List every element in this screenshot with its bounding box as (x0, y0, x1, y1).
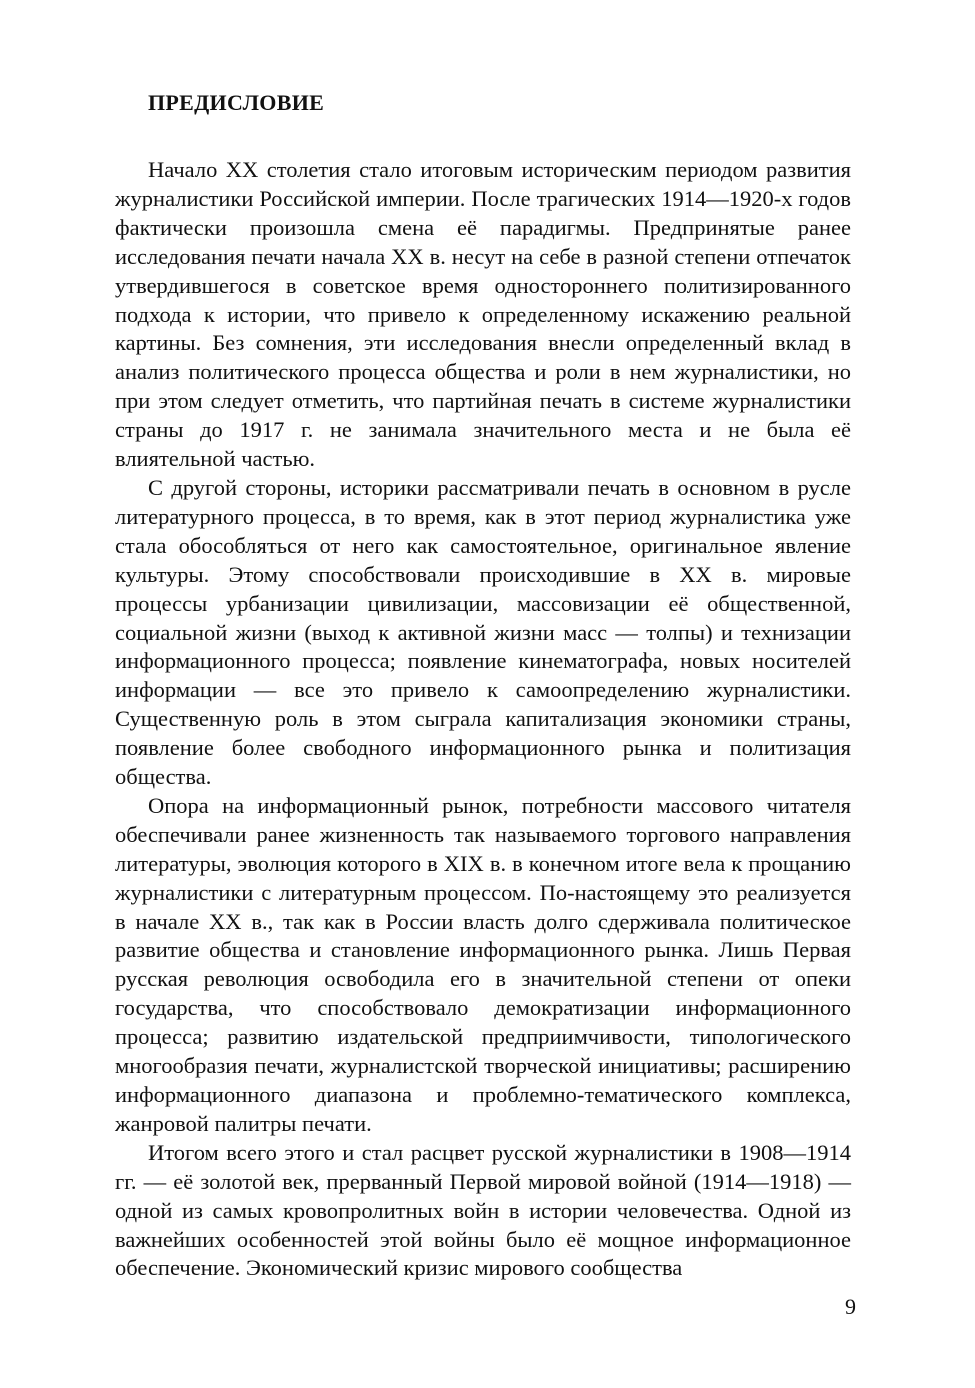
page-content (115, 88, 851, 1283)
paragraph-3: Опора на информационный рынок, потребности массового читателя обеспечивали ранее жизненность так называемого торгового направления литературы, эволюция которого в XIX в. в конечном итоге вела к прощанию журналистики с литературным процессом. По-настоящему это реализуется в начале XX в., так как в России власть долго сдерживала политическое развитие общества и становление информационного рынка. Лишь Первая русская революция освободила его в значительной степени от опеки государства, что способствовало демократизации информационного процесса; развитию издательской предприимчивости, типологического многообразия печати, журналистской творческой инициативы; расширению информационного диапазона и проблемно-тематического комплекса, жанровой палитры печати. (115, 792, 851, 1136)
chapter-heading: ПРЕДИСЛОВИЕ (148, 90, 325, 115)
paragraph-2: С другой стороны, историки рассматривали печать в основном в русле литературного процесса, в то время, как в этот период журналистика уже стала обособляться от него как самостоятельное, оригинальное явление культуры. Этому способствовали происходившие в XX в. мировые процессы урбанизации цивилизации, массовизации её общественной, социальной жизни (выход к активной жизни масс — толпы) и технизации информационного процесса; появление кинематографа, новых носителей информации — все это привело к самоопределению журналистики. Существенную роль в этом сыграла капитализация экономики страны, появление более свободного информационного рынка и политизация общества. (115, 474, 851, 790)
page-number: 9 (845, 1294, 856, 1319)
paragraph-1: Начало XX столетия стало итоговым историческим периодом развития журналистики Российской империи. После трагических 1914—1920-х годов фактически произошла смена её парадигмы. Предпринятые ранее исследования печати начала XX в. несут на себе в разной степени отпечаток утвердившегося в советское время одностороннего политизированного подхода к истории, что привело к определенному искажению реальной картины. Без сомнения, эти исследования внесли определенный вклад в анализ политического процесса общества и роли в нем журналистики, но при этом следует отметить, что партийная печать в системе журналистики страны до 1917 г. не занимала значительного места и не была её влиятельной частью. (115, 157, 851, 472)
paragraph-4: Итогом всего этого и стал расцвет русской журналистики в 1908—1914 гг. — её золотой век, прерванный Первой мировой войной (1914—1918) — одной из самых кровопролитных войн в истории человечества. Одной из важнейших особенностей этой войны было её мощное информационное обеспечение. Экономический кризис мирового сообщества (115, 1139, 851, 1281)
